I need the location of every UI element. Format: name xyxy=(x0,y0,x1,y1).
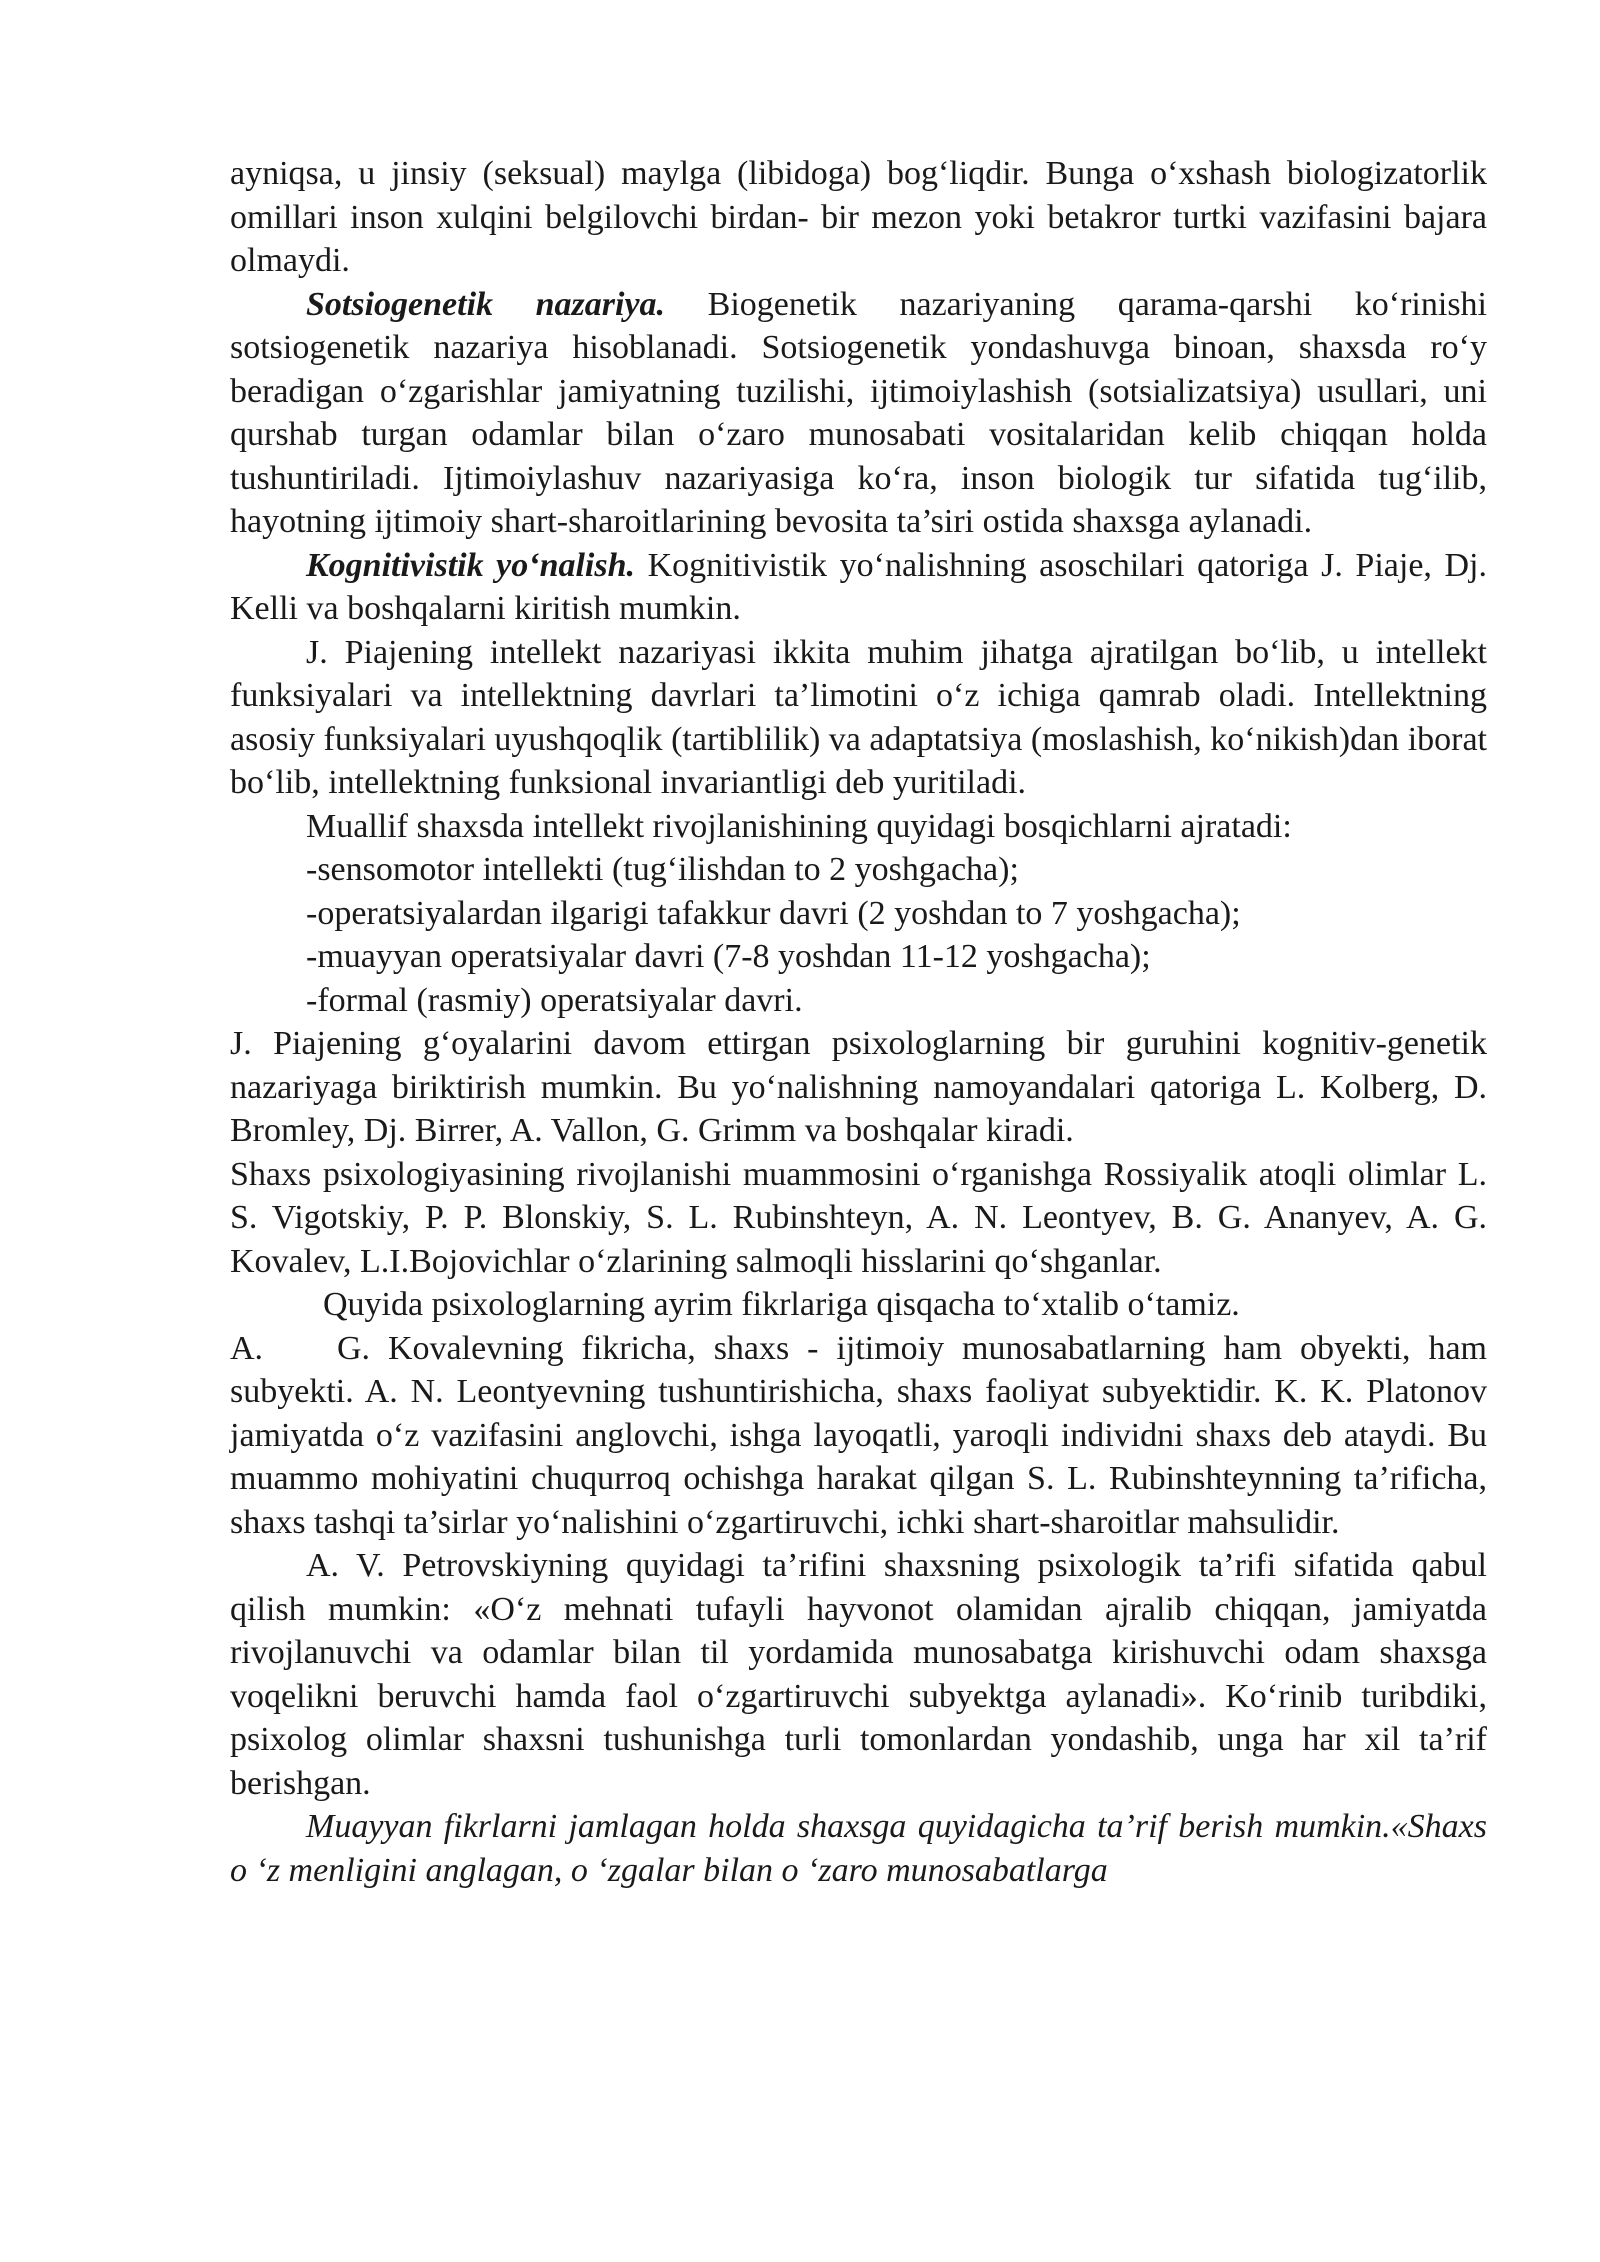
list-item-stage-3: -muayyan operatsiyalar davri (7-8 yoshdan 11-12 yoshgacha); xyxy=(306,938,1151,975)
paragraph-stages-intro: Muallif shaxsda intellekt rivojlanishining quyidagi bosqichlarni ajratadi: xyxy=(306,807,1292,845)
document-page xyxy=(230,152,1487,1892)
paragraph-kovalev-prefix: A. xyxy=(230,1329,264,1367)
paragraph-definition: Muayyan fikrlarni jamlagan holda shaxsga quyidagicha ta’rif berish mumkin.«Shaxs o ‘z menligini anglagan, o ‘zgalar bilan o ‘zaro munosabatlarga xyxy=(230,1808,1487,1889)
paragraph-cognitivist xyxy=(230,544,1487,631)
paragraph-petrovsky: A. V. Petrovskiyning quyidagi ta’rifini shaxsning psixologik ta’rifi sifatida qabul qilish mumkin: «O‘z mehnati tufayli hayvonot olamidan ajralib chiqqan, jamiyatda rivojlanuvchi va odamlar bilan til yordamida munosabatga kirishuvchi odam shaxsga voqelikni beruvchi hamda faol o‘zgartiruvchi subyektga aylanadi». Ko‘rinib turibdiki, psixolog olimlar shaxsni tushunishga turli tomonlardan yondashib, unga har xil ta’rif berishgan. xyxy=(230,1547,1487,1802)
paragraph-sociogenetic-body: Biogenetik nazariyaning qarama-qarshi ko‘rinishi sotsiogenetik nazariya hisoblanadi. Sotsiogenetik yondashuvga binoan, shaxsda ro‘y beradigan o‘zgarishlar jamiyatning tuzilishi, ijtimoiylashish (sotsializatsiya) usullari, uni qurshab turgan odamlar bilan o‘zaro munosabati vositalaridan kelib chiqqan holda tushuntiriladi. Ijtimoiylashuv nazariyasiga ko‘ra, inson biologik tur sifatida tug‘ilib, hayotning ijtimoiy shart-sharoitlarining bevosita ta’siri ostida shaxsga aylanadi. xyxy=(230,285,1487,540)
paragraph-russian-scientists: Shaxs psixologiyasining rivojlanishi muammosini o‘rganishga Rossiyalik atoqli olimlar L. S. Vigotskiy, P. P. Blonskiy, S. L. Rubinshteyn, A. N. Leontyev, B. G. Ananyev, A. G. Kovalev, L.I.Bojovichlar o‘zlarining salmoqli hisslarini qo‘shganlar. xyxy=(230,1155,1487,1280)
list-item-stage-1: -sensomotor intellekti (tug‘ilishdan to 2 yoshgacha); xyxy=(306,851,1019,888)
list-item-stage-4: -formal (rasmiy) operatsiyalar davri. xyxy=(306,981,803,1019)
heading-sociogenetic-theory: Sotsiogenetik nazariya. xyxy=(306,285,666,323)
paragraph-sociogenetic xyxy=(230,283,1487,544)
paragraph-cognitivist-body: Kognitivistik yo‘nalishning asoschilari qatoriga J. Piaje, Dj. Kelli va boshqalarni kiritish mumkin. xyxy=(230,546,1487,627)
paragraph-1: ayniqsa, u jinsiy (seksual) maylga (libidoga) bog‘liqdir. Bunga o‘xshash biologizatorlik omillari inson xulqini belgilovchi birdan- bir mezon yoki betakror turtki vazifasini bajara olmaydi. xyxy=(230,155,1487,279)
paragraph-piaget-theory: J. Piajening intellekt nazariyasi ikkita muhim jihatga ajratilgan bo‘lib, u intellekt funksiyalari va intellektning davrlari ta’limotini o‘z ichiga qamrab oladi. Intellektning asosiy funksiyalari uyushqoqlik (tartiblilik) va adaptatsiya (moslashish, ko‘nikish)dan iborat bo‘lib, intellektning funksional invariantligi deb yuritiladi. xyxy=(230,633,1487,801)
paragraph-kovalev xyxy=(230,1327,1487,1545)
paragraph-kovalev-body: G. Kovalevning fikricha, shaxs - ijtimoiy munosabatlarning ham obyekti, ham subyekti. A. N. Leontyevning tushuntirishicha, shaxs faoliyat subyektidir. K. K. Platonov jamiyatda o‘z vazifasini anglovchi, ishga layoqatli, yaroqli individni shaxs deb ataydi. Bu muammo mohiyatini chuqurroq ochishga harakat qilgan S. L. Rubinshteynning ta’rificha, shaxs tashqi ta’sirlar yo‘nalishini o‘zgartiruvchi, ichki shart-sharoitlar mahsulidir. xyxy=(230,1329,1487,1541)
paragraph-opinions-intro: Quyida psixologlarning ayrim fikrlariga qisqacha to‘xtalib o‘tamiz. xyxy=(323,1286,1240,1323)
paragraph-cognitive-genetic: J. Piajening g‘oyalarini davom ettirgan psixologlarning bir guruhini kognitiv-genetik nazariyaga biriktirish mumkin. Bu yo‘nalishning namoyandalari qatoriga L. Kolberg, D. Bromley, Dj. Birrer, A. Vallon, G. Grimm va boshqalar kiradi. xyxy=(230,1025,1487,1149)
list-item-stage-2: -operatsiyalardan ilgarigi tafakkur davri (2 yoshdan to 7 yoshgacha); xyxy=(306,894,1241,932)
heading-cognitivist-direction: Kognitivistik yo‘nalish. xyxy=(306,546,636,584)
